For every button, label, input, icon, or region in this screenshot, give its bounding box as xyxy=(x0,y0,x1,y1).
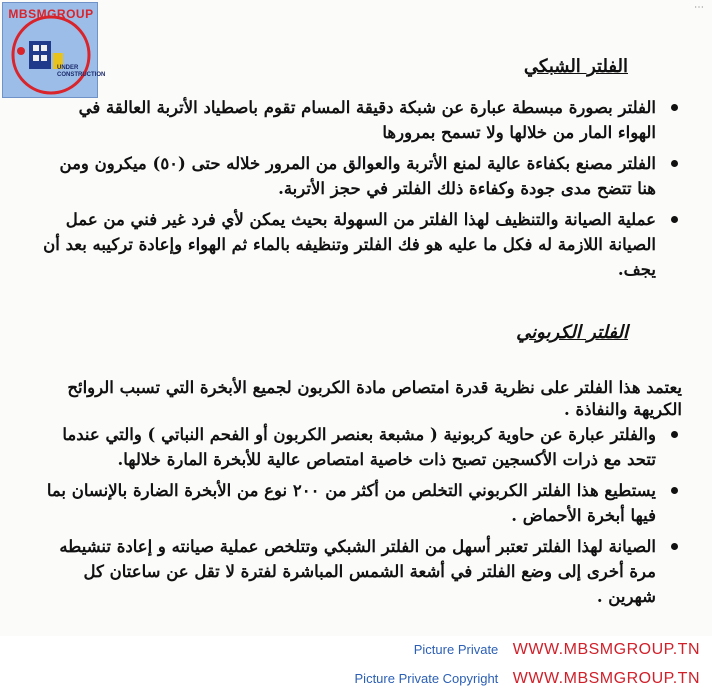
section-title-mesh-filter: الفلتر الشبكي xyxy=(523,56,628,77)
bullet-icon xyxy=(671,104,678,111)
footer-line-1 xyxy=(414,641,700,659)
list-item xyxy=(42,534,682,609)
logo-tagline: UNDER CONSTRUCTION xyxy=(57,65,106,78)
list-item xyxy=(42,95,682,145)
bullet-icon xyxy=(671,431,678,438)
logo-brand-text: MBSMGROUP xyxy=(8,7,94,21)
footer-site-link[interactable]: WWW.MBSMGROUP.TN xyxy=(512,641,700,658)
carbon-filter-intro: يعتمد هذا الفلتر على نظرية قدرة امتصاص مادة الكربون لجميع الأبخرة التي تسبب الروائح الكريهة والنفاذة . xyxy=(67,378,682,419)
corner-dots-icon: ⋯ xyxy=(694,2,704,13)
bullet-icon xyxy=(671,216,678,223)
list-item-text: عملية الصيانة والتنظيف لهذا الفلتر من السهولة بحيث يمكن لأي فرد غير فني من عمل الصيانة اللازمة له فكل ما عليه هو فك الفلتر وتنظيفه بالماء ثم الهواء وإعادة تركيبه بعد أن يجف. xyxy=(43,210,656,279)
mbsmgroup-logo xyxy=(2,2,106,98)
list-item xyxy=(42,478,682,528)
footer-site-link[interactable]: WWW.MBSMGROUP.TN xyxy=(512,670,700,687)
list-item-text: يستطيع هذا الفلتر الكربوني التخلص من أكثر من ٢٠٠ نوع من الأبخرة الضارة بالإنسان بما فيها أبخرة الأحماض . xyxy=(46,481,656,525)
bullet-icon xyxy=(671,543,678,550)
list-item-text: الفلتر بصورة مبسطة عبارة عن شبكة دقيقة المسام تقوم باصطياد الأتربة العالقة في الهواء المار من خلالها ولا تسمح بمرورها xyxy=(78,98,656,142)
section-title-carbon-filter: الفلتر الكربوني xyxy=(516,322,628,343)
list-item xyxy=(42,422,682,472)
bullet-icon xyxy=(671,487,678,494)
footer-line-2 xyxy=(355,670,700,688)
list-item xyxy=(42,151,682,201)
list-item-text: الفلتر مصنع بكفاءة عالية لمنع الأتربة والعوالق من المرور خلاله حتى (٥٠) ميكرون ومن هنا تتضح مدى جودة وكفاءة ذلك الفلتر في حجز الأتربة. xyxy=(59,154,656,198)
bullet-icon xyxy=(671,160,678,167)
list-item-text: الصيانة لهذا الفلتر تعتبر أسهل من الفلتر الشبكي وتتلخص عملية صيانته و إعادة تنشيطه مرة أخرى إلى وضع الفلتر في أشعة الشمس المباشرة لفترة لا تقل عن ساعتان كل شهرين . xyxy=(59,537,656,606)
carbon-filter-list xyxy=(42,422,682,615)
list-item xyxy=(42,207,682,282)
list-item-text: والفلتر عبارة عن حاوية كربونية ( مشبعة بعنصر الكربون أو الفحم النباتي ) والتي عندما تتحد مع ذرات الأكسجين تصبح ذات خاصية امتصاص عالية للأبخرة المارة خلالها. xyxy=(62,425,656,469)
mesh-filter-list xyxy=(42,95,682,288)
footer-label: Picture Private xyxy=(413,642,499,657)
footer-copyright-label: Picture Private Copyright xyxy=(354,671,499,686)
